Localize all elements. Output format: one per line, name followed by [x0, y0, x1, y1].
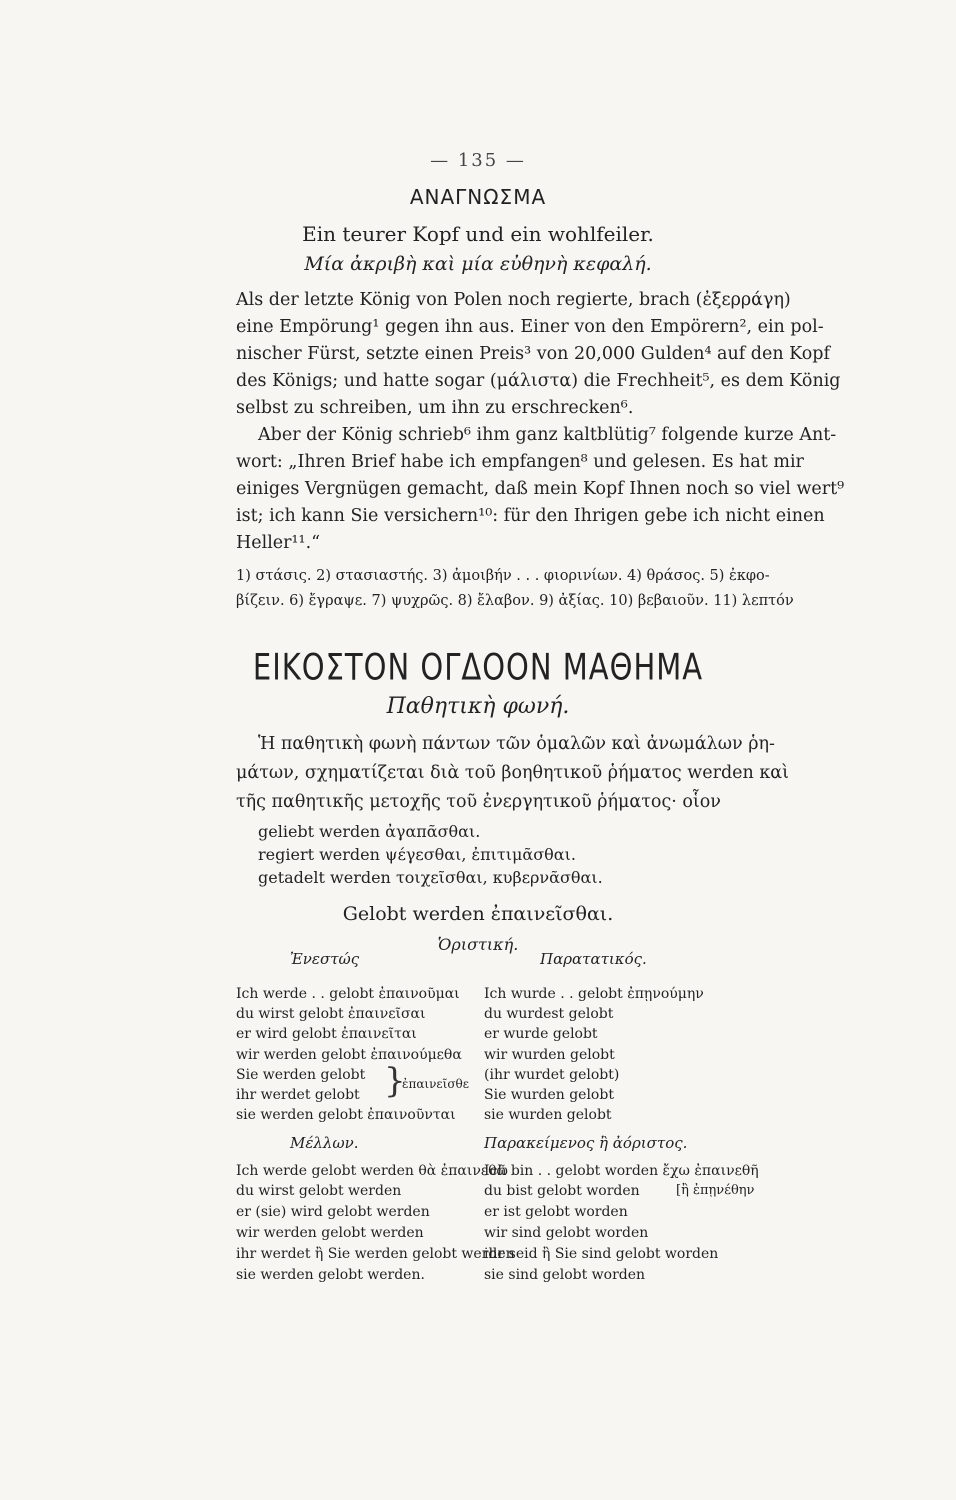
reading-line: ist; ich kann Sie versichern¹⁰: für den Ihrigen gebe ich nicht einen — [236, 506, 825, 526]
mood-heading: Ὁριστική. — [437, 935, 519, 954]
brace-label: ἐπαινεῖσθε — [402, 1077, 469, 1091]
reading-line: Als der letzte König von Polen noch regierte, brach (ἐξερράγη) — [236, 290, 791, 310]
perfect-bracket-label: [ἢ ἐπῃνέθην — [676, 1183, 755, 1198]
intro-line: τῆς παθητικῆς μετοχῆς τοῦ ἐνεργητικοῦ ῥήματος· οἷον — [236, 792, 721, 812]
reading-line: wort: „Ihren Brief habe ich empfangen⁸ und gelesen. Es hat mir — [236, 452, 804, 472]
brace-symbol: } — [384, 1061, 406, 1101]
perfect-line: sie sind gelobt worden — [484, 1267, 646, 1283]
present-line: ihr werdet gelobt — [236, 1087, 360, 1103]
reading-heading: ΑΝΑΓΝΩΣΜΑ — [409, 185, 547, 209]
reading-line: des Königs; und hatte sogar (μάλιστα) die Frechheit⁵, es dem König — [236, 371, 841, 391]
future-line: Ich werde gelobt werden θὰ ἐπαινεθῶ — [236, 1163, 508, 1179]
perfect-line: er ist gelobt worden — [484, 1204, 628, 1220]
reading-title-german: Ein teurer Kopf und ein wohlfeiler. — [302, 222, 654, 246]
imperfect-line: du wurdest gelobt — [484, 1006, 614, 1022]
future-line: er (sie) wird gelobt werden — [236, 1204, 430, 1220]
imperfect-line: Sie wurden gelobt — [484, 1087, 614, 1103]
future-header: Μέλλων. — [290, 1134, 359, 1152]
perfect-line: Ich bin . . gelobt worden ἔχω ἐπαινεθῆ — [484, 1163, 759, 1179]
imperfect-line: er wurde gelobt — [484, 1026, 598, 1042]
imperfect-header: Παρατατικός. — [540, 950, 647, 968]
imperfect-line: sie wurden gelobt — [484, 1107, 612, 1123]
present-line: Sie werden gelobt — [236, 1067, 366, 1083]
lesson-title: ΕΙΚΟΣΤΟΝ ΟΓΔΟΟΝ ΜΑΘΗΜΑ — [252, 645, 704, 689]
lesson-subtitle: Παθητικὴ φωνή. — [386, 694, 570, 719]
example-line: getadelt werden τοιχεῖσθαι, κυβερνᾶσθαι. — [258, 868, 603, 887]
reading-line: eine Empörung¹ gegen ihn aus. Einer von den Empörern², ein pol- — [236, 317, 824, 337]
reading-line: nischer Fürst, setzte einen Preis³ von 20,000 Gulden⁴ auf den Kopf — [236, 344, 830, 364]
future-line: wir werden gelobt werden — [236, 1225, 424, 1241]
imperfect-line: (ihr wurdet gelobt) — [484, 1067, 620, 1083]
intro-line: Ἡ παθητικὴ φωνὴ πάντων τῶν ὁμαλῶν καὶ ἀνωμάλων ῥη- — [258, 734, 775, 754]
example-line: regiert werden ψέγεσθαι, ἐπιτιμᾶσθαι. — [258, 845, 576, 864]
perfect-header: Παρακείμενος ἢ ἀόριστος. — [484, 1134, 688, 1152]
reading-line: Heller¹¹.“ — [236, 533, 321, 553]
present-line: sie werden gelobt ἐπαινοῦνται — [236, 1107, 456, 1123]
future-line: du wirst gelobt werden — [236, 1183, 402, 1199]
perfect-line: ihr seid ἢ Sie sind gelobt worden — [484, 1246, 719, 1262]
paradigm-title: Gelobt werden ἐπαινεῖσθαι. — [342, 903, 614, 925]
perfect-line: wir sind gelobt worden — [484, 1225, 649, 1241]
present-line: er wird gelobt ἐπαινεῖται — [236, 1026, 417, 1042]
intro-line: μάτων, σχηματίζεται διὰ τοῦ βοηθητικοῦ ῥήματος werden καὶ — [236, 763, 789, 783]
reading-line: Aber der König schrieb⁶ ihm ganz kaltblütig⁷ folgende kurze Ant- — [258, 425, 837, 445]
imperfect-line: wir wurden gelobt — [484, 1047, 615, 1063]
reading-line: einiges Vergnügen gemacht, daß mein Kopf Ihnen noch so viel wert⁹ — [236, 479, 845, 499]
reading-line: selbst zu schreiben, um ihn zu erschrecken⁶. — [236, 398, 634, 418]
future-line: sie werden gelobt werden. — [236, 1267, 425, 1283]
example-line: geliebt werden ἀγαπᾶσθαι. — [258, 822, 481, 841]
reading-title-greek: Μία ἀκριβὴ καὶ μία εὐθηνὴ κεφαλή. — [304, 253, 652, 275]
footnotes-line: 1) στάσις. 2) στασιαστής. 3) ἀμοιβήν . . . φιορινίων. 4) θράσος. 5) ἐκφο- — [236, 568, 770, 584]
perfect-line: du bist gelobt worden — [484, 1183, 640, 1199]
footnotes-line: βίζειν. 6) ἔγραψε. 7) ψυχρῶς. 8) ἔλαβον. 9) ἀξίας. 10) βεβαιοῦν. 11) λεπτόν — [236, 593, 794, 609]
present-header: Ἐνεστώς — [290, 950, 360, 968]
imperfect-line: Ich wurde . . gelobt ἐπῃνούμην — [484, 986, 704, 1002]
future-line: ihr werdet ἢ Sie werden gelobt werden — [236, 1246, 515, 1262]
present-line: Ich werde . . gelobt ἐπαινοῦμαι — [236, 986, 460, 1002]
page-number: — 135 — — [430, 150, 526, 171]
present-line: wir werden gelobt ἐπαινούμεθα — [236, 1047, 462, 1063]
present-line: du wirst gelobt ἐπαινεῖσαι — [236, 1006, 426, 1022]
